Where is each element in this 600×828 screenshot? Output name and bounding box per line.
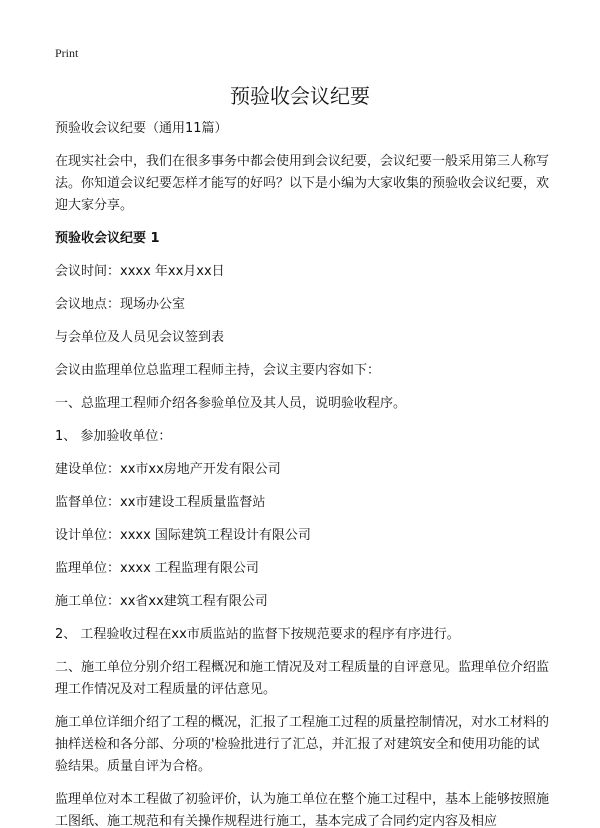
document-subtitle: 预验收会议纪要（通用11篇）: [55, 121, 228, 136]
intro-paragraph: 在现实社会中，我们在很多事务中都会使用到会议纪要，会议纪要一般采用第三人称写法。你知道会议纪要怎样才能写的好吗？以下是小编为大家收集的预验收会议纪要，欢迎大家分享。: [55, 154, 550, 213]
section-two: 二、施工单位分别介绍工程概况和施工情况及对工程质量的自评意见。监理单位介绍监理工作情况及对工程质量的评估意见。: [55, 660, 550, 697]
contractor-report: 施工单位详细介绍了工程的概况，汇报了工程施工过程的质量控制情况，对水工材料的抽样送检和各分部、分项的'检验批进行了汇总，并汇报了对建筑安全和使用功能的试验结果。质量自评为合格。: [55, 715, 550, 774]
item-one: 一、总监理工程师介绍各参验单位及其人员，说明验收程序。: [55, 396, 407, 411]
meeting-host: 会议由监理单位总监理工程师主持，会议主要内容如下：: [55, 363, 381, 378]
participating-units-heading: 1、 参加验收单位：: [55, 429, 172, 444]
design-unit: 设计单位：xxxx 国际建筑工程设计有限公司: [55, 528, 311, 543]
document-body: [55, 118, 552, 828]
print-label: Print: [55, 46, 79, 60]
item-two: 2、 工程验收过程在xx市质监站的监督下按规范要求的程序有序进行。: [55, 627, 460, 642]
supervision-station: 监督单位：xx市建设工程质量监督站: [55, 495, 266, 510]
contractor-unit: 施工单位：xx省xx建筑工程有限公司: [55, 594, 268, 609]
meeting-time: 会议时间：xxxx 年xx月xx日: [55, 264, 225, 279]
supervisor-evaluation: 监理单位对本工程做了初验评价，认为施工单位在整个施工过程中，基本上能够按照施工图纸、施工规范和有关操作规程进行施工，基本完成了合同约定内容及相应: [55, 792, 550, 828]
section-heading: 预验收会议纪要 1: [55, 231, 160, 246]
attendees-note: 与会单位及人员见会议签到表: [55, 330, 225, 345]
document-title: 预验收会议纪要: [230, 84, 370, 108]
supervising-unit: 监理单位：xxxx 工程监理有限公司: [55, 561, 259, 576]
construction-owner: 建设单位：xx市xx房地产开发有限公司: [55, 462, 281, 477]
meeting-location: 会议地点：现场办公室: [55, 297, 186, 312]
